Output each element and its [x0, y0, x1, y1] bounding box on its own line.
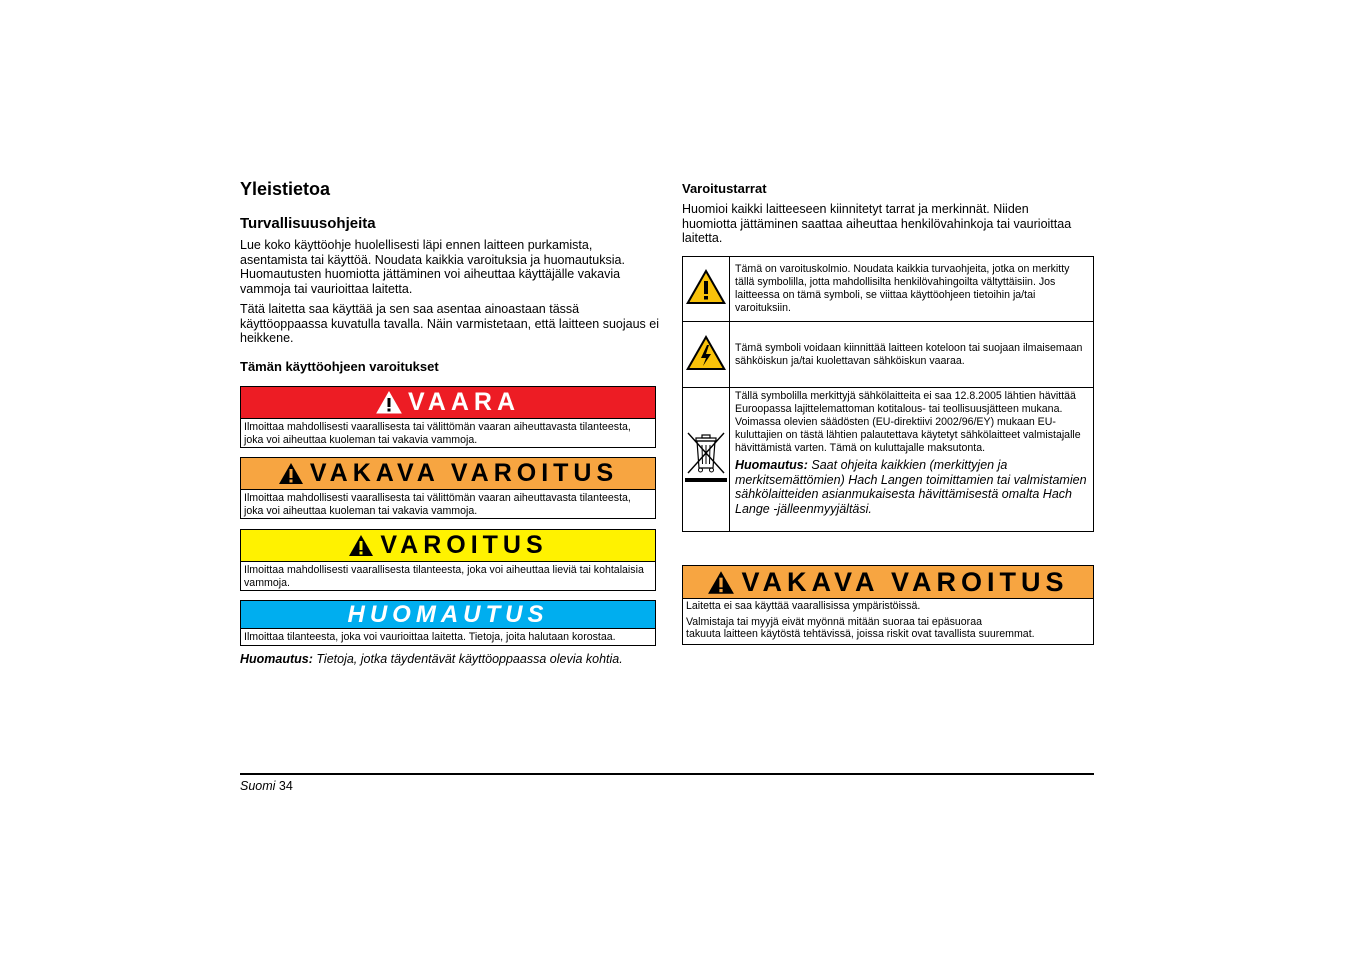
footer-page-number: 34 [278, 779, 293, 793]
weee-note-text: Saat ohjeita kaikkien (merkittyjen ja merkitsemättömien) Hach Langen toimittamien tai valmistamien sähkölaitteiden asianmukaisesta hävittämisestä omalta Hach Lange -jälleenmyyjältäsi. [735, 458, 1087, 516]
notice-box [240, 600, 656, 646]
footer-language: Suomi [240, 779, 276, 793]
danger-label: VAARA [407, 388, 521, 416]
serious-warning-body [683, 599, 1093, 641]
warning-box [240, 529, 656, 591]
warnings-heading: Tämän käyttöohjeen varoitukset [240, 359, 439, 374]
symbol-description [730, 388, 1094, 532]
warning-label: VAROITUS [380, 531, 548, 559]
section-title: Yleistietoa [240, 179, 331, 199]
serious-warning-label: VAKAVA VAROITUS [309, 459, 619, 487]
warning-line-3: takuuta laitteen käytöstä tehtävissä, joissa riskit ovat tavallista suuremmat. [686, 628, 1035, 641]
warning-triangle-icon [278, 462, 304, 485]
danger-header [241, 387, 655, 419]
serious-warning-box-right [682, 565, 1094, 645]
symbol-icon-cell [683, 322, 730, 388]
serious-warning-header [683, 566, 1093, 599]
warning-header [241, 530, 655, 562]
warning-triangle-icon [376, 391, 402, 414]
weee-text: Tällä symbolilla merkittyjä sähkölaitteita ei saa 12.8.2005 lähtien hävittää Euroopassa lajittelemattoman kotitalous- tai teollisuusjätteen mukana. Voimassa olevien säädösten (EU-direktiivi 2002/96/EY) mukaan EU-kuluttajien on tästä lähtien palautettava käytetyt sähkölaitteet valmistajalle hävittämistä varten. Tämä on kuluttajalle maksutonta. [735, 390, 1081, 454]
notice-label: HUOMAUTUS [347, 600, 549, 628]
danger-box [240, 386, 656, 448]
symbol-description: Tämä on varoituskolmio. Noudata kaikkia turvaohjeita, jotka on merkitty tällä symbolilla, jotta mahdollisilta henkilövahingoilta vältyttäisiin. Jos laitteessa on tämä symboli, se viittaa käyttöohjeen tietoihin ja/tai varoituksiin. [730, 257, 1094, 322]
safety-paragraph-1: Lue koko käyttöohje huolellisesti läpi ennen laitteen purkamista, asentamista tai käyttöä. Noudata kaikkia varoituksia ja huomautuksia. Huomautusten huomiotta jättäminen voi aiheuttaa käyttäjälle vakavia vammoja tai vaurioittaa laitetta. [240, 238, 625, 296]
weee-crossed-bin-icon [683, 430, 729, 486]
symbol-row [683, 257, 1094, 322]
footer [240, 779, 293, 793]
warning-triangle-icon [684, 267, 728, 307]
symbol-row [683, 322, 1094, 388]
notice-header [241, 601, 655, 629]
serious-warning-text: Ilmoittaa mahdollisesti vaarallisesta tai välittömän vaaran aiheuttavasta tilanteesta, joka voi aiheuttaa kuoleman tai vakavia vammoja. [244, 492, 631, 517]
note-line [240, 652, 623, 667]
weee-note [735, 458, 1088, 519]
symbols-table [682, 256, 1094, 532]
safety-paragraph-2: Tätä laitetta saa käyttää ja sen saa asentaa ainoastaan tässä käyttöoppaassa kuvatulla tavalla. Näin varmistetaan, että laitteen suojaus ei heikkene. [240, 302, 659, 346]
weee-note-label: Huomautus: [735, 458, 808, 472]
note-text: Tietoja, jotka täydentävät käyttöoppaassa olevia kohtia. [312, 652, 623, 666]
danger-text: Ilmoittaa mahdollisesti vaarallisesta tai välittömän vaaran aiheuttavasta tilanteesta, joka voi aiheuttaa kuoleman tai vakavia vammoja. [244, 421, 631, 446]
symbol-icon-cell [683, 257, 730, 322]
warning-triangle-icon [348, 534, 374, 557]
warning-text: Ilmoittaa mahdollisesti vaarallisesta tilanteesta, joka voi aiheuttaa lieviä tai kohtalaisia vammoja. [244, 564, 644, 589]
symbol-row [683, 388, 1094, 532]
warning-line-2: Valmistaja tai myyjä eivät myönnä mitään suoraa tai epäsuoraa [686, 615, 982, 628]
serious-warning-label: VAKAVA VAROITUS [741, 566, 1069, 597]
labels-heading: Varoitustarrat [682, 181, 767, 196]
warning-triangle-icon [707, 570, 735, 595]
footer-rule [240, 773, 1094, 775]
warning-line-1: Laitetta ei saa käyttää vaarallisissa ympäristöissä. [686, 600, 921, 612]
symbol-icon-cell [683, 388, 730, 532]
serious-warning-box [240, 457, 656, 519]
notice-text: Ilmoittaa tilanteesta, joka voi vaurioittaa laitetta. Tietoja, joita halutaan korostaa. [244, 631, 616, 643]
safety-heading: Turvallisuusohjeita [240, 215, 376, 232]
labels-intro: Huomioi kaikki laitteeseen kiinnitetyt tarrat ja merkinnät. Niiden huomiotta jättäminen saattaa aiheuttaa henkilövahinkoja tai vaurioittaa laitetta. [682, 202, 1072, 246]
note-label: Huomautus: [240, 652, 313, 666]
electric-shock-icon [684, 333, 728, 373]
symbol-description: Tämä symboli voidaan kiinnittää laitteen koteloon tai suojaan ilmaisemaan sähköiskun ja/tai kuolettavan sähköiskun vaaraa. [730, 322, 1094, 388]
serious-warning-header [241, 458, 655, 490]
